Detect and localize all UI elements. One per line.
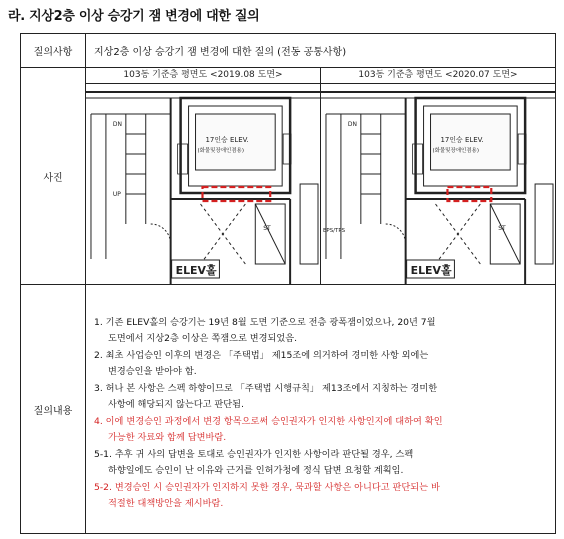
photo-cell [86,68,556,285]
content-row [21,285,556,534]
plan-elev-hall-label: ELEV홀 [175,263,217,278]
inquiry-table [20,33,556,534]
plan-caption-2019: 103동 기준층 평면도 <2019.08 도면> [86,68,320,84]
content-label: 질의내용 [21,285,86,534]
plan-2019 [86,68,320,284]
plan-elev-spec: 17인승 ELEV. [440,135,484,145]
plan-elev-spec2: (화물및장애인겸용) [197,147,244,155]
inquiry-item-2: 2. 최초 사업승인 이후의 변경은 「주택법」 제15조에 의거하여 경미한 사항 외에는 변경승인을 받아야 함. [94,350,429,377]
inquiry-item-1: 1. 기존 ELEV홀의 승강기는 19년 8월 도면 기준으로 전층 광폭잼이었으나, 20년 7월 도면에서 지상2층 이상은 쪽잼으로 변경되었음. [94,317,436,344]
subject-row [21,34,556,68]
floor-plan-image-2020 [321,84,555,284]
subject-text: 지상2층 이상 승강기 잼 변경에 대한 질의 (전동 공통사항) [86,34,556,68]
plan-elev-spec2: (화물및장애인겸용) [432,147,479,155]
inquiry-item-5-2: 5-2. 변경승인 시 승인권자가 인지하지 못한 경우, 묵과할 사항은 아니다고 판단되는 바 적절한 대책방안을 제시바람. [94,482,440,509]
plan-label-st: ST [263,224,271,233]
inquiry-item-3: 3. 허나 본 사항은 스펙 하향이므로 「주택법 시행규칙」 제13조에서 지칭하는 경미한 사항에 해당되지 않는다고 판단됨. [94,383,438,410]
floor-plan-image-2019 [86,84,320,284]
photo-label: 사진 [21,68,86,285]
content-cell [86,285,556,534]
plan-elev-spec: 17인승 ELEV. [205,135,249,145]
plan-label-up: UP [112,190,121,199]
plan-caption-2020: 103동 기준층 평면도 <2020.07 도면> [321,68,555,84]
plan-label-dn: DN [347,120,357,129]
section-title: 라. 지상2층 이상 승강기 잼 변경에 대한 질의 [8,9,260,24]
plan-elev-hall-label: ELEV홀 [410,263,452,278]
plan-2020 [320,68,555,284]
inquiry-item-5-1: 5-1. 추후 귀 사의 답변을 토대로 승인권자가 인지한 사항이라 판단될 경우, 스펙 하향일에도 승인이 난 이유와 근거를 인허가청에 정식 답변 요청할 계획임. [94,449,414,476]
plan-label-dn: DN [112,120,122,129]
subject-label: 질의사항 [21,34,86,68]
plan-label-st: ST [498,224,506,233]
plan-label-epstps: EPS/TPS [322,227,346,235]
inquiry-item-4: 4. 이에 변경승인 과정에서 변경 항목으로써 승인권자가 인지한 사항인지에 대하여 확인 가능한 자료와 함께 답변바람. [94,416,443,443]
photo-row [21,68,556,285]
